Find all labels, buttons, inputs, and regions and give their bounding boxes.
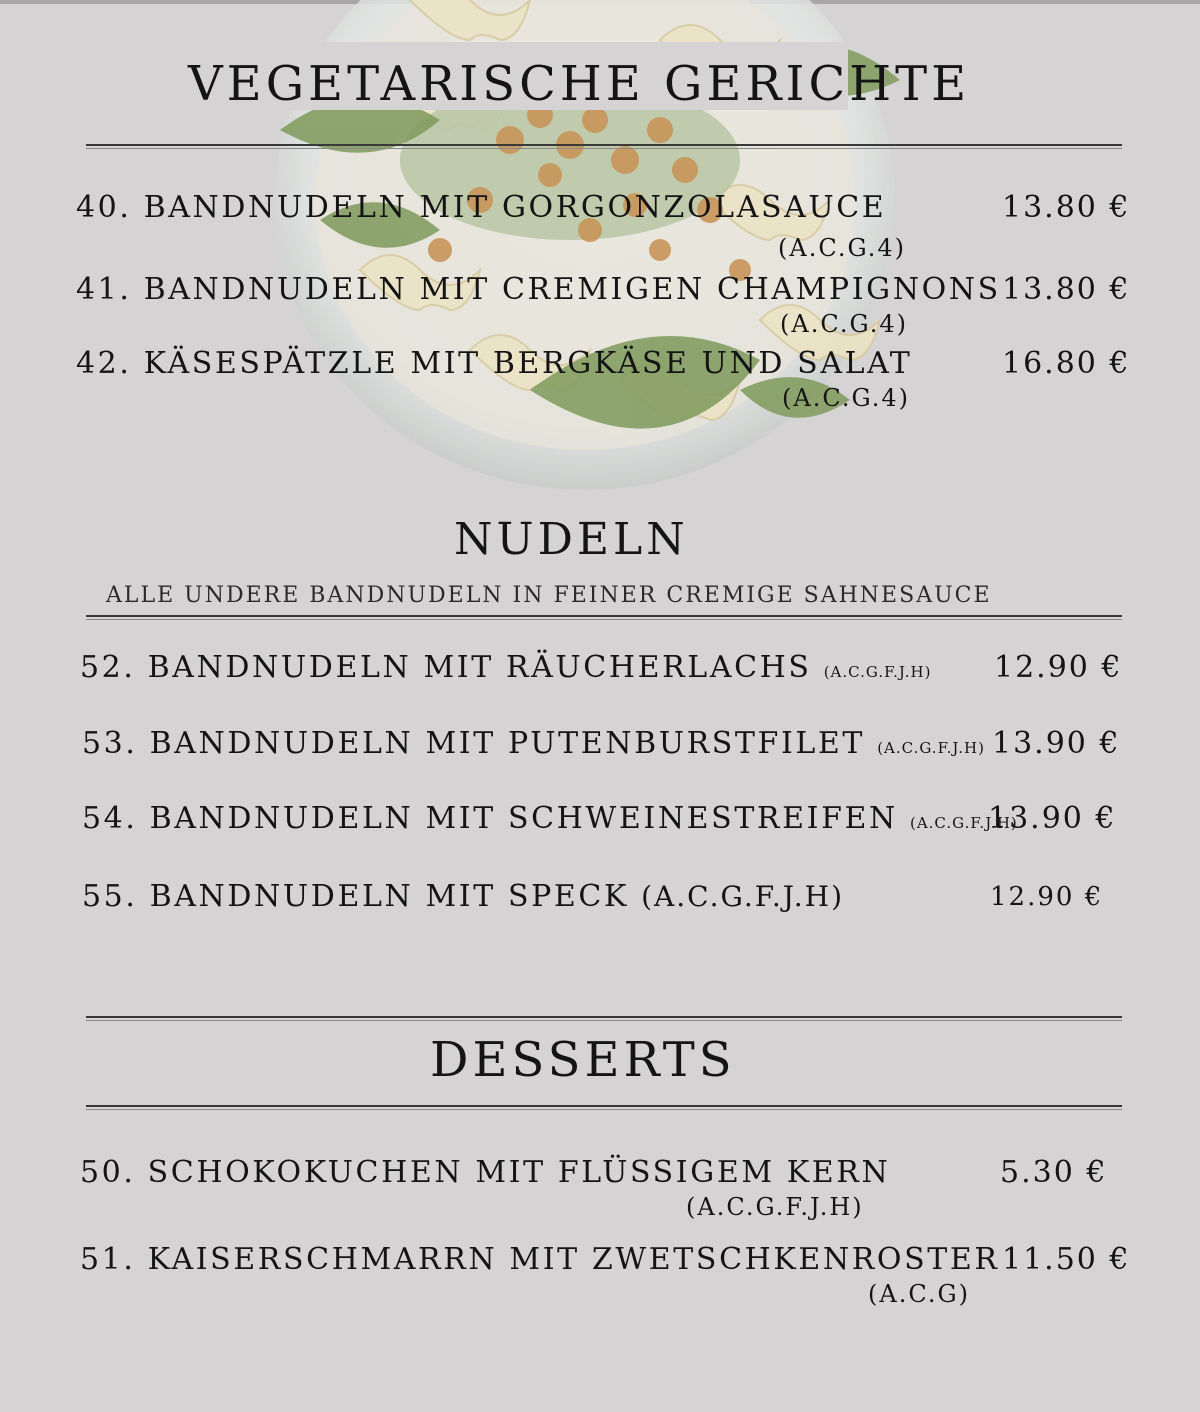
section-title-desserts: DESSERTS [430, 1032, 736, 1088]
menu-item-allergens: (A.C.G.4) [780, 310, 909, 338]
divider [86, 144, 1122, 149]
menu-item-name: 40. BANDNUDELN MIT GORGONZOLASAUCE [76, 190, 887, 225]
menu-item-name: 42. KÄSESPÄTZLE MIT BERGKÄSE UND SALAT [76, 346, 913, 381]
menu-item-allergens: (A.C.G.F.J.H) [686, 1193, 864, 1221]
menu-item-price: 5.30 € [1000, 1155, 1108, 1190]
menu-item-allergens: (A.C.G.4) [778, 234, 907, 262]
menu-item-allergens: (A.C.G) [868, 1280, 970, 1308]
menu-item-allergens: (A.C.G.F.J.H) [909, 814, 1018, 832]
menu-item-name [80, 650, 931, 685]
menu-item-allergens: (A.C.G.F.J.H) [877, 739, 985, 757]
menu-item-name: 50. SCHOKOKUCHEN MIT FLÜSSIGEM KERN [80, 1155, 891, 1190]
menu-item-label: 55. BANDNUDELN MIT SPECK [82, 879, 629, 914]
menu-item-label: 52. BANDNUDELN MIT RÄUCHERLACHS [80, 650, 812, 685]
menu-item-allergens: (A.C.G.F.J.H) [823, 663, 932, 681]
section-title-nudeln: NUDELN [454, 514, 689, 565]
menu-item-name: 41. BANDNUDELN MIT CREMIGEN CHAMPIGNONS [76, 272, 1001, 307]
menu-item-price: 11.50 € [1002, 1242, 1131, 1277]
menu-item-price: 16.80 € [1002, 346, 1131, 381]
menu-item-name [82, 726, 985, 761]
divider [86, 615, 1122, 620]
section-note: ALLE UNDERE BANDNUDELN IN FEINER CREMIGE SAHNESAUCE [106, 583, 992, 608]
menu-item-price: 12.90 € [994, 650, 1123, 685]
menu-item-price: 12.90 € [990, 882, 1104, 912]
menu-item-name [82, 879, 844, 914]
section-title-vegetarian: VEGETARISCHE GERICHTE [188, 56, 971, 112]
divider [86, 1016, 1122, 1021]
menu-item-allergens: (A.C.G.F.J.H) [641, 880, 845, 913]
menu-item-name: 51. KAISERSCHMARRN MIT ZWETSCHKENROSTER [80, 1242, 1000, 1277]
menu-item-price: 13.80 € [1002, 190, 1131, 225]
menu-item-price: 13.90 € [988, 801, 1117, 836]
menu-item-label: 54. BANDNUDELN MIT SCHWEINESTREIFEN [82, 801, 898, 836]
menu-item-label: 53. BANDNUDELN MIT PUTENBURSTFILET [82, 726, 866, 761]
menu-item-name [82, 801, 1018, 836]
divider [86, 1105, 1122, 1110]
menu-item-allergens: (A.C.G.4) [782, 384, 911, 412]
menu-item-price: 13.90 € [992, 726, 1121, 761]
menu-item-price: 13.80 € [1002, 272, 1131, 307]
